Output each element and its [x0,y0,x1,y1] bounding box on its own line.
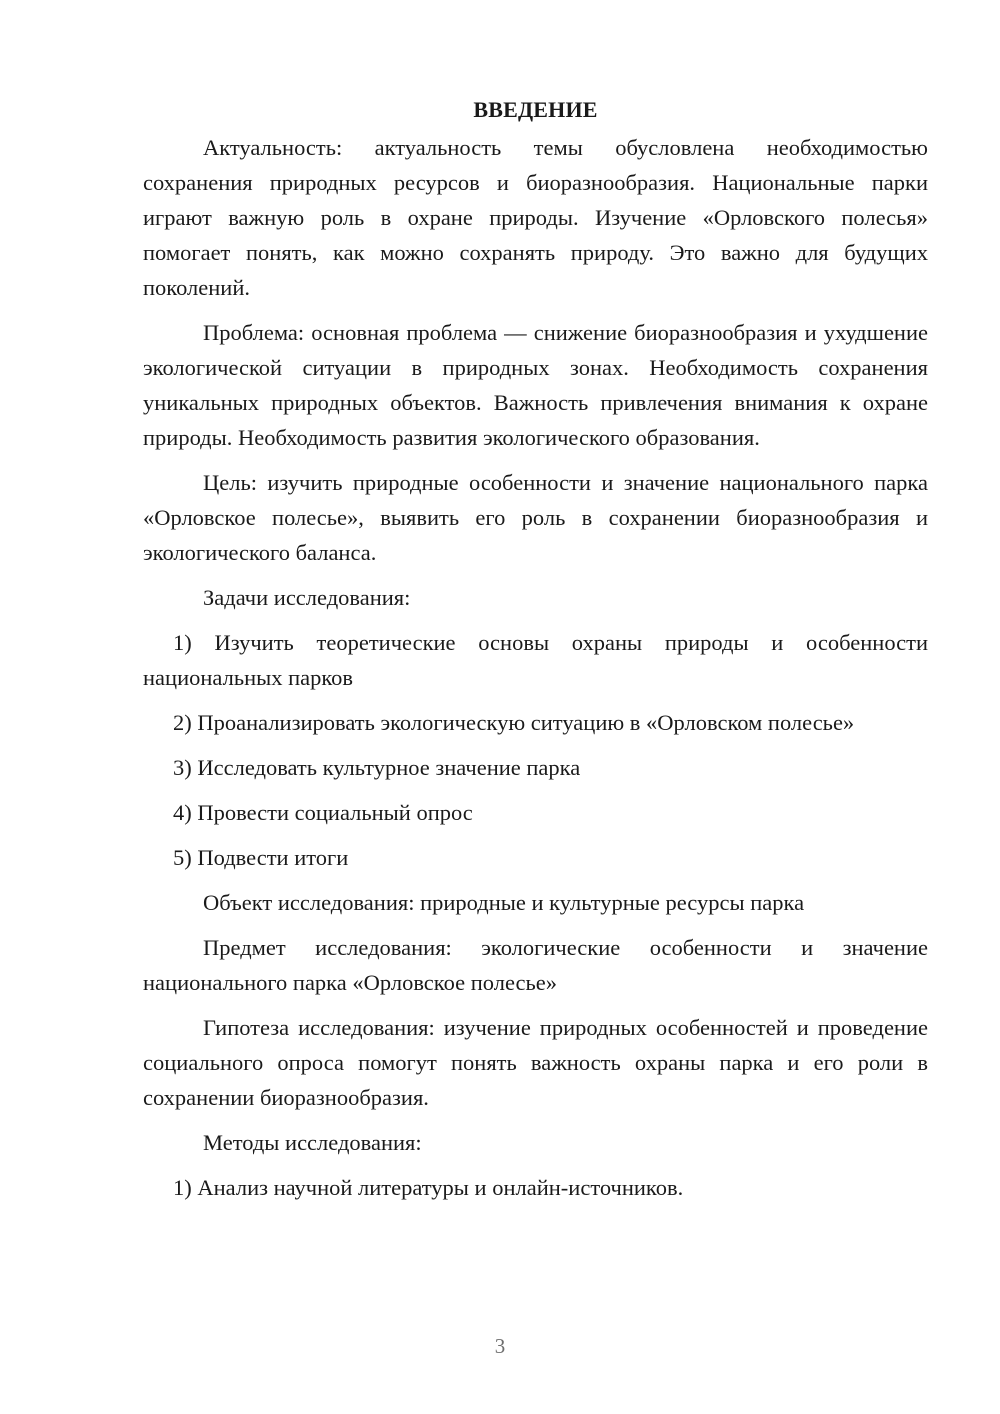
problem-paragraph: Проблема: основная проблема — снижение биоразнообразия и ухудшение экологической ситуации в природных зонах. Необходимость сохранения уникальных природных объектов. Важность привлечения внимания к охране природы. Необходимость развития экологического образования. [143,320,928,450]
task-item-5: 5) Подвести итоги [173,845,349,870]
method-item-1: 1) Анализ научной литературы и онлайн-источников. [173,1175,684,1200]
task-item-1: 1) Изучить теоретические основы охраны природы и особенности национальных парков [143,630,928,690]
tasks-heading: Задачи исследования: [203,585,411,610]
hypothesis-paragraph: Гипотеза исследования: изучение природных особенностей и проведение социального опроса помогут понять важность охраны парка и его роли в сохранении биоразнообразия. [143,1015,928,1110]
relevance-paragraph: Актуальность: актуальность темы обусловлена необходимостью сохранения природных ресурсов и биоразнообразия. Национальные парки играют важную роль в охране природы. Изучение «Орловского полесья» помогает понять, как можно сохранять природу. Это важно для будущих поколений. [143,135,928,300]
subject-paragraph: Предмет исследования: экологические особенности и значение национального парка «Орловское полесье» [143,935,928,995]
page-number: 3 [494,1334,506,1358]
task-item-3: 3) Исследовать культурное значение парка [173,755,581,780]
object-paragraph: Объект исследования: природные и культурные ресурсы парка [203,890,805,915]
methods-heading: Методы исследования: [203,1130,422,1155]
task-item-2: 2) Проанализировать экологическую ситуацию в «Орловском полесье» [173,710,855,735]
page-content [143,92,928,1215]
goal-paragraph: Цель: изучить природные особенности и значение национального парка «Орловское полесье», выявить его роль в сохранении биоразнообразия и экологического баланса. [143,470,928,565]
section-title: ВВЕДЕНИЕ [473,97,598,122]
task-item-4: 4) Провести социальный опрос [173,800,473,825]
